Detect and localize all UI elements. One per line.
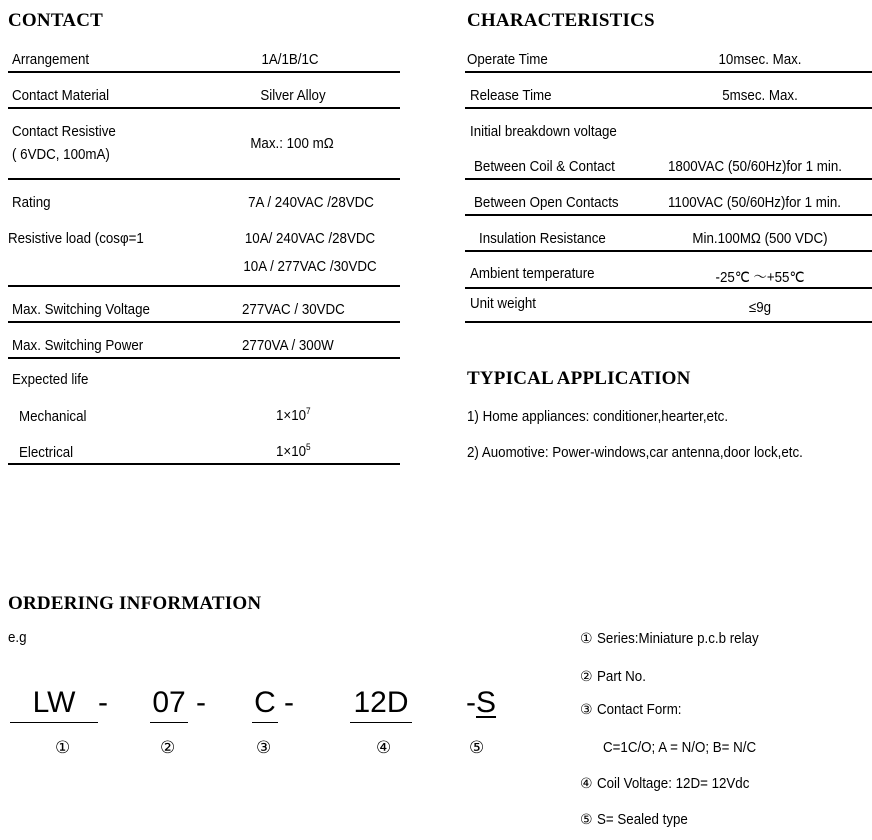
legend-item-sealed: ⑤ S= Sealed type — [580, 812, 688, 828]
unit-weight-value: ≤9g — [748, 300, 772, 316]
divider — [465, 107, 872, 109]
application-item-2: 2) Auomotive: Power-windows,car antenna,door lock,etc. — [467, 445, 803, 461]
divider — [8, 107, 400, 109]
electrical-label: Electrical — [19, 445, 74, 461]
example-label: e.g — [8, 630, 27, 646]
divider — [465, 214, 872, 216]
operate-time-value: 10msec. Max. — [718, 52, 802, 68]
code-number-1: ① — [55, 738, 71, 758]
max-switching-voltage-label: Max. Switching Voltage — [12, 302, 150, 318]
release-time-value: 5msec. Max. — [722, 88, 798, 104]
legend-item-contact-form: ③ Contact Form: — [580, 702, 682, 718]
max-switching-power-label: Max. Switching Power — [12, 338, 144, 354]
divider — [8, 357, 400, 359]
divider — [8, 463, 400, 465]
typical-application-heading: TYPICAL APPLICATION — [467, 368, 691, 389]
resistive-load-label: Resistive load (cosφ=1 — [8, 231, 144, 247]
contact-material-label: Contact Material — [12, 88, 110, 104]
arrangement-value: 1A/1B/1C — [261, 52, 319, 68]
arrangement-label: Arrangement — [12, 52, 90, 68]
breakdown-voltage-label: Initial breakdown voltage — [470, 124, 617, 140]
unit-weight-label: Unit weight — [470, 296, 536, 312]
operate-time-label: Operate Time — [467, 52, 548, 68]
ambient-temperature-label: Ambient temperature — [470, 266, 595, 282]
rating-label: Rating — [12, 195, 51, 211]
divider — [465, 250, 872, 252]
divider — [8, 321, 400, 323]
mechanical-label: Mechanical — [19, 409, 87, 425]
application-item-1: 1) Home appliances: conditioner,hearter,etc. — [467, 409, 729, 425]
code-separator: - — [196, 686, 206, 719]
insulation-value: Min.100MΩ (500 VDC) — [692, 231, 828, 247]
divider — [465, 287, 872, 289]
electrical-value: $1\times 10^5$ — [276, 442, 311, 460]
contact-resistive-condition: ( 6VDC, 100mA) — [12, 147, 110, 163]
ordering-information-heading: ORDERING INFORMATION — [8, 593, 262, 614]
divider — [8, 178, 400, 180]
release-time-label: Release Time — [470, 88, 552, 104]
code-number-5: ⑤ — [469, 738, 485, 758]
code-number-4: ④ — [376, 738, 392, 758]
max-switching-voltage-value: 277VAC / 30VDC — [242, 302, 345, 318]
divider — [465, 321, 872, 323]
legend-item-part-no: ② Part No. — [580, 669, 646, 685]
code-contact-form: C — [252, 686, 278, 723]
resistive-load-value-1: 10A/ 240VAC /28VDC — [244, 231, 376, 247]
code-series: LW — [10, 686, 98, 723]
rating-value: 7A / 240VAC /28VDC — [248, 195, 374, 211]
coil-contact-label: Between Coil & Contact — [474, 159, 615, 175]
open-contacts-label: Between Open Contacts — [474, 195, 619, 211]
code-number-2: ② — [160, 738, 176, 758]
insulation-label: Insulation Resistance — [479, 231, 606, 247]
divider — [8, 71, 400, 73]
code-coil-voltage: 12D — [350, 686, 412, 723]
divider — [8, 285, 400, 287]
code-sealed: -S — [466, 686, 497, 719]
contact-resistive-label: Contact Resistive — [12, 124, 116, 140]
contact-resistive-value: Max.: 100 mΩ — [250, 136, 334, 152]
contact-material-value: Silver Alloy — [260, 88, 326, 104]
resistive-load-value-2: 10A / 277VAC /30VDC — [243, 259, 377, 275]
expected-life-label: Expected life — [12, 372, 89, 388]
max-switching-power-value: 2770VA / 300W — [242, 338, 334, 354]
coil-contact-value: 1800VAC (50/60Hz)for 1 min. — [668, 159, 842, 175]
open-contacts-value: 1100VAC (50/60Hz)for 1 min. — [668, 195, 842, 211]
characteristics-heading: CHARACTERISTICS — [467, 10, 655, 31]
legend-item-series: ① Series:Miniature p.c.b relay — [580, 631, 759, 647]
code-part-no: 07 — [150, 686, 188, 723]
legend-contact-form-options: C=1C/O; A = N/O; B= N/C — [603, 740, 757, 756]
code-separator: - — [98, 686, 108, 719]
code-separator: - — [284, 686, 294, 719]
divider — [465, 71, 872, 73]
mechanical-value: $1\times 10^7$ — [276, 406, 311, 424]
divider — [465, 178, 872, 180]
ambient-temperature-value: -25℃ ～+55℃ — [715, 270, 805, 286]
contact-heading: CONTACT — [8, 10, 103, 31]
code-number-3: ③ — [256, 738, 272, 758]
legend-item-coil-voltage: ④ Coil Voltage: 12D= 12Vdc — [580, 776, 750, 792]
